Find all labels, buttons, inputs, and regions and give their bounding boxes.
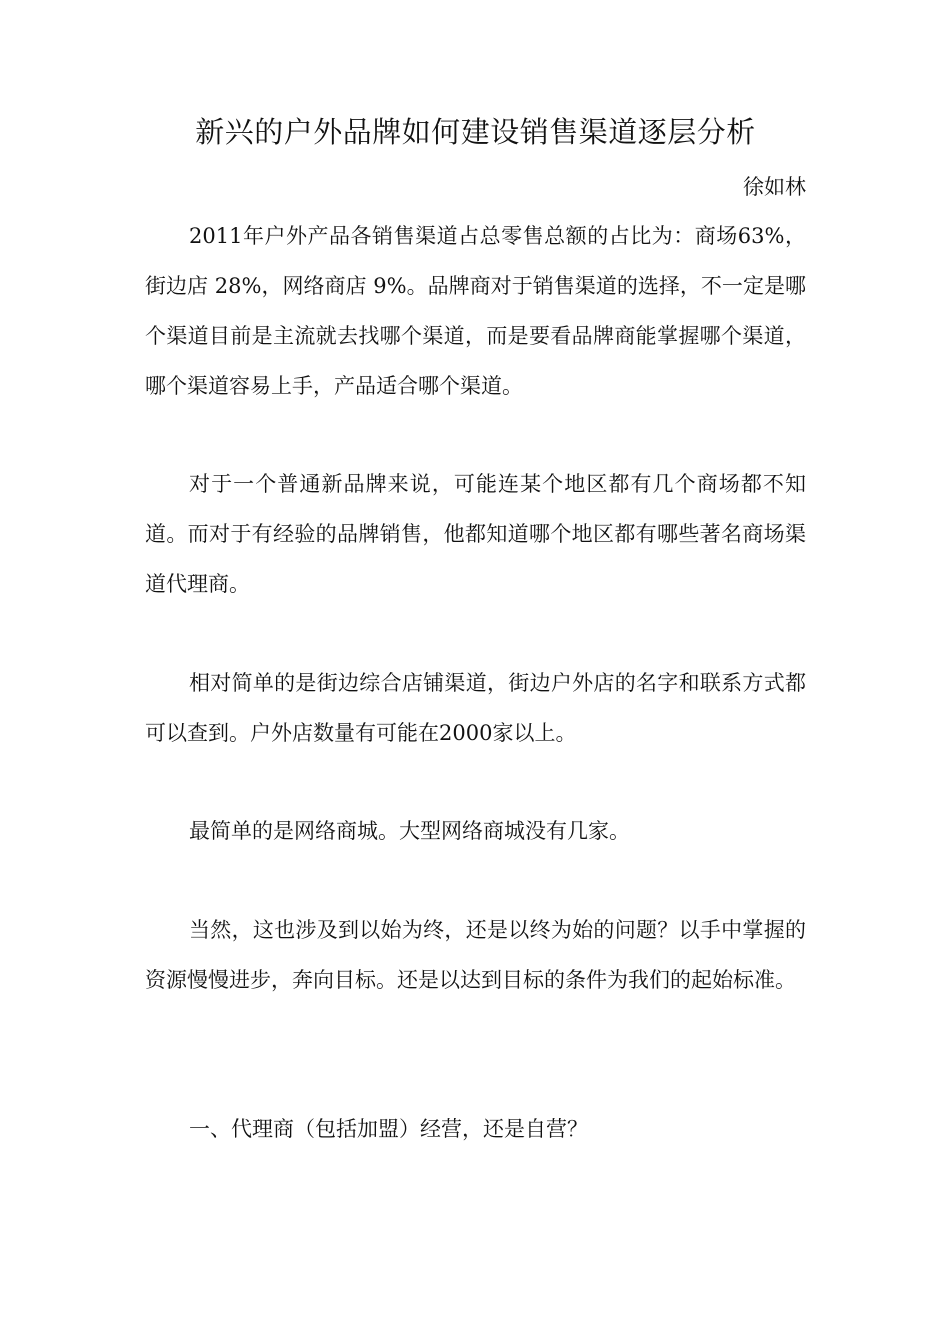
paragraph-street-store-channel: 相对简单的是街边综合店铺渠道，街边户外店的名字和联系方式都可以查到。户外店数量有可能在2000家以上。 [145, 671, 806, 745]
paragraph-start-end-question: 当然，这也涉及到以始为终，还是以终为始的问题？以手中掌握的资源慢慢进步，奔向目标。还是以达到目标的条件为我们的起始标准。 [145, 918, 806, 992]
paragraph-new-brand-knowledge: 对于一个普通新品牌来说，可能连某个地区都有几个商场都不知道。而对于有经验的品牌销售，他都知道哪个地区都有哪些著名商场渠道代理商。 [145, 472, 806, 596]
document-author: 徐如林 [743, 175, 806, 199]
document-title: 新兴的户外品牌如何建设销售渠道逐层分析 [195, 115, 756, 149]
section-heading-agent-or-self: 一、代理商（包括加盟）经营，还是自营？ [189, 1117, 588, 1141]
document-page [145, 0, 806, 1344]
paragraph-online-mall: 最简单的是网络商城。大型网络商城没有几家。 [189, 819, 630, 843]
paragraph-sales-channel-share: 2011年户外产品各销售渠道占总零售总额的占比为：商场63%，街边店 28%，网络商店 9%。品牌商对于销售渠道的选择，不一定是哪个渠道目前是主流就去找哪个渠道，而是要看品牌商能掌握哪个渠道，哪个渠道容易上手，产品适合哪个渠道。 [145, 224, 806, 398]
